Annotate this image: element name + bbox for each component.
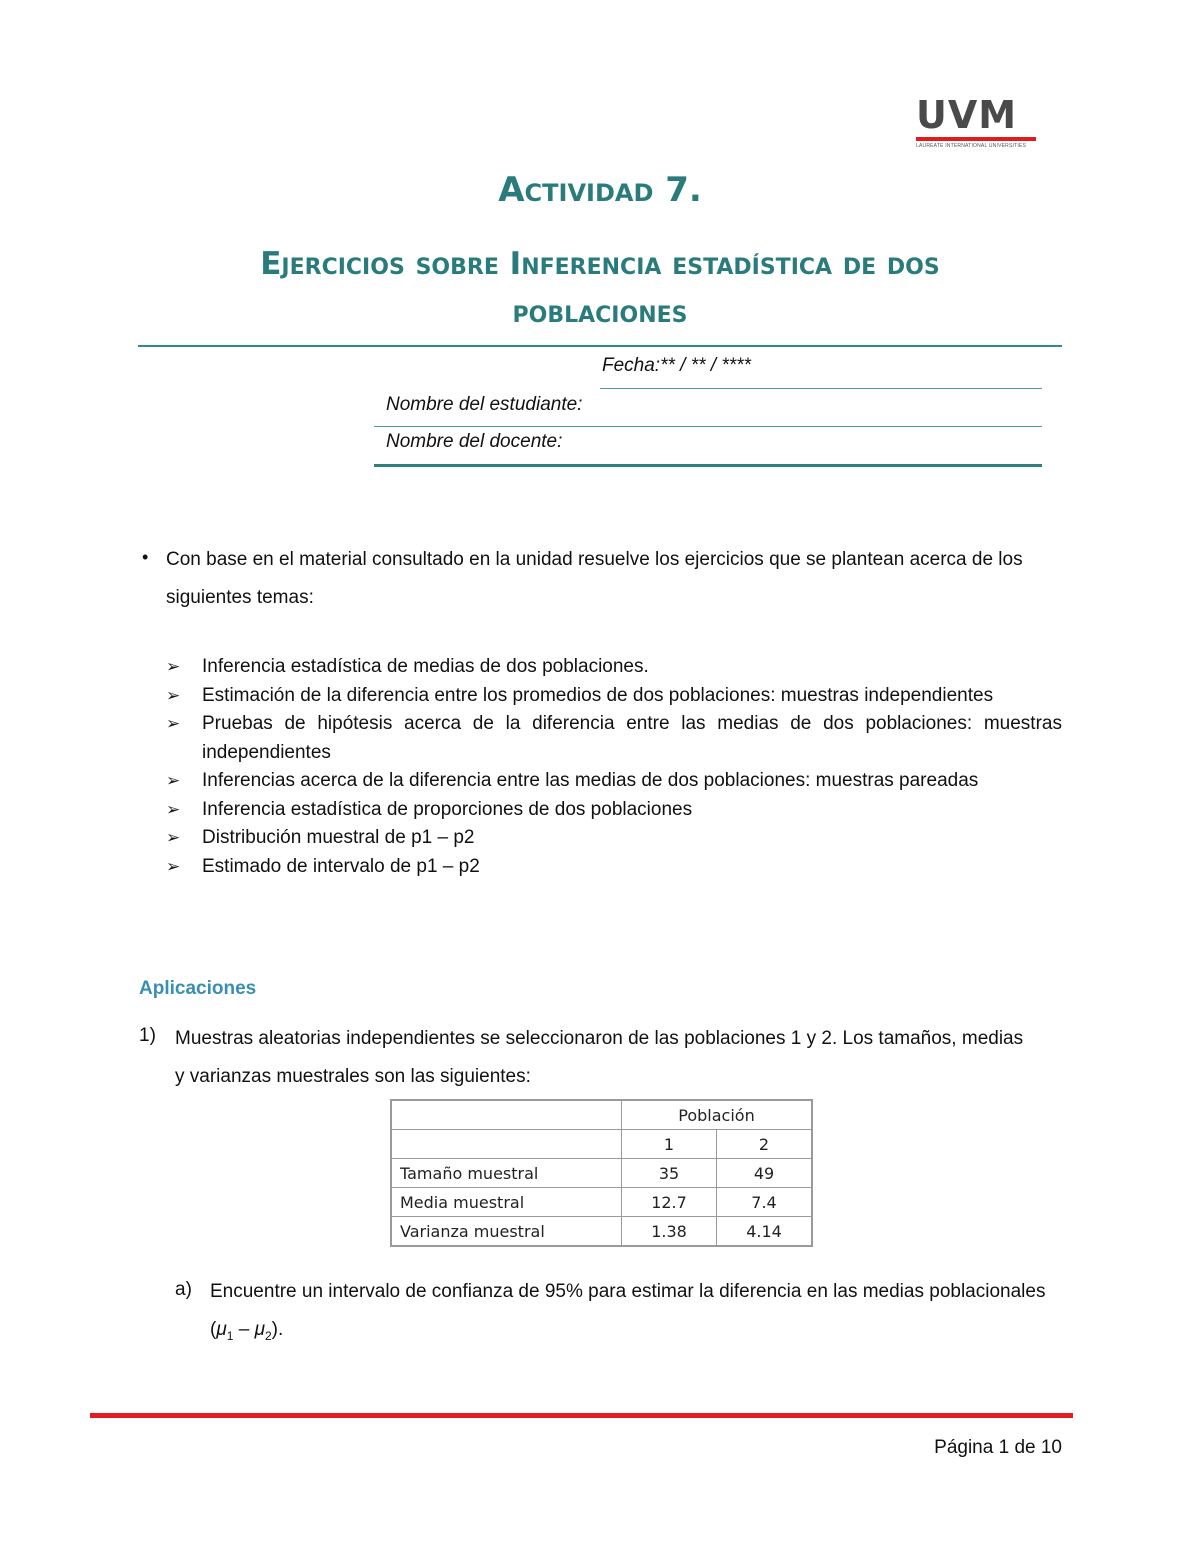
minus-sign: –	[233, 1319, 255, 1340]
subtitle-line-2: poblaciones	[512, 294, 688, 330]
footer-rule	[90, 1413, 1073, 1418]
arrow-bullet-icon: ➢	[166, 771, 181, 790]
subscript-2: 2	[264, 1328, 272, 1343]
table-cell: 12.7	[622, 1188, 717, 1217]
arrow-bullet-icon: ➢	[166, 799, 181, 819]
logo-text: UVM	[916, 93, 1018, 137]
table-row	[391, 1130, 812, 1159]
page-number: Página 1 de 10	[934, 1437, 1062, 1458]
mu-symbol: μ	[216, 1319, 227, 1340]
subquestion-body: Encuentre un intervalo de confianza de 95% para estimar la diferencia en las medias poblacionales (	[210, 1281, 1046, 1340]
topic-text: Distribución muestral de p1 – p2	[202, 827, 475, 848]
teacher-name-field: Nombre del docente:	[386, 431, 563, 452]
mu-symbol: μ	[254, 1319, 265, 1340]
header-bottom-rule	[374, 464, 1042, 467]
table-cell: 1.38	[622, 1217, 717, 1247]
activity-title: Actividad 7.	[498, 170, 702, 210]
title-divider	[138, 345, 1062, 347]
table-row	[391, 1159, 812, 1188]
arrow-bullet-icon: ➢	[166, 714, 181, 733]
logo-subtitle: LAUREATE INTERNATIONAL UNIVERSITIES	[916, 143, 1026, 149]
list-item	[166, 767, 1062, 796]
table-cell: 35	[622, 1159, 717, 1188]
intro-paragraph: Con base en el material consultado en la unidad resuelve los ejercicios que se plantean acerca de los siguientes temas:	[166, 549, 1023, 608]
date-underline	[600, 388, 1042, 389]
list-item	[166, 710, 1062, 767]
arrow-bullet-icon: ➢	[166, 856, 181, 876]
bullet-icon: •	[142, 547, 149, 567]
topic-text: Pruebas de hipótesis acerca de la diferencia entre las medias de dos poblaciones: muestras independientes	[202, 713, 1062, 763]
data-table	[390, 1099, 813, 1247]
arrow-bullet-icon: ➢	[166, 828, 181, 847]
table-col-header: 1	[622, 1130, 717, 1159]
subquestion-text	[210, 1273, 1050, 1355]
closing-paren: ).	[271, 1319, 284, 1340]
row-label: Tamaño muestral	[391, 1159, 622, 1188]
topic-text: Estimación de la diferencia entre los promedios de dos poblaciones: muestras independientes	[202, 684, 994, 706]
list-item	[166, 853, 1062, 882]
uvm-logo	[916, 93, 1036, 150]
row-label: Varianza muestral	[391, 1217, 622, 1247]
table-cell	[391, 1100, 622, 1130]
student-name-field: Nombre del estudiante:	[386, 394, 583, 415]
list-item	[166, 824, 1062, 853]
table-cell: 7.4	[717, 1188, 813, 1217]
topic-list	[166, 653, 1062, 881]
table-cell: 49	[717, 1159, 813, 1188]
student-underline	[374, 426, 1042, 427]
section-heading: Aplicaciones	[139, 978, 257, 999]
table-cell	[391, 1130, 622, 1159]
activity-subtitle	[0, 240, 1200, 336]
table-col-header: 2	[717, 1130, 813, 1159]
list-item	[166, 653, 1062, 682]
arrow-bullet-icon: ➢	[166, 657, 181, 676]
question-text: Muestras aleatorias independientes se seleccionaron de las poblaciones 1 y 2. Los tamaños, medias y varianzas muestrales son las siguientes:	[175, 1028, 1024, 1087]
table-row	[391, 1188, 812, 1217]
topic-text: Inferencias acerca de la diferencia entre las medias de dos poblaciones: muestras pareadas	[202, 770, 979, 791]
subtitle-line-1: Ejercicios sobre Inferencia estadística de dos	[260, 246, 940, 282]
arrow-bullet-icon: ➢	[166, 685, 181, 705]
list-item	[166, 682, 1062, 711]
table-row	[391, 1100, 812, 1130]
table-group-header: Población	[622, 1100, 813, 1130]
question-number: 1)	[139, 1025, 156, 1046]
logo-underline	[916, 137, 1036, 141]
topic-text: Inferencia estadística de proporciones de dos poblaciones	[202, 798, 693, 820]
topic-text: Estimado de intervalo de p1 – p2	[202, 855, 480, 877]
topic-text: Inferencia estadística de medias de dos poblaciones.	[202, 656, 649, 677]
date-field: Fecha:** / ** / ****	[602, 355, 751, 376]
list-item	[166, 796, 1062, 825]
row-label: Media muestral	[391, 1188, 622, 1217]
subscript-1: 1	[226, 1328, 234, 1343]
subquestion-label: a)	[175, 1279, 192, 1300]
table-row	[391, 1217, 812, 1247]
table-cell: 4.14	[717, 1217, 813, 1247]
